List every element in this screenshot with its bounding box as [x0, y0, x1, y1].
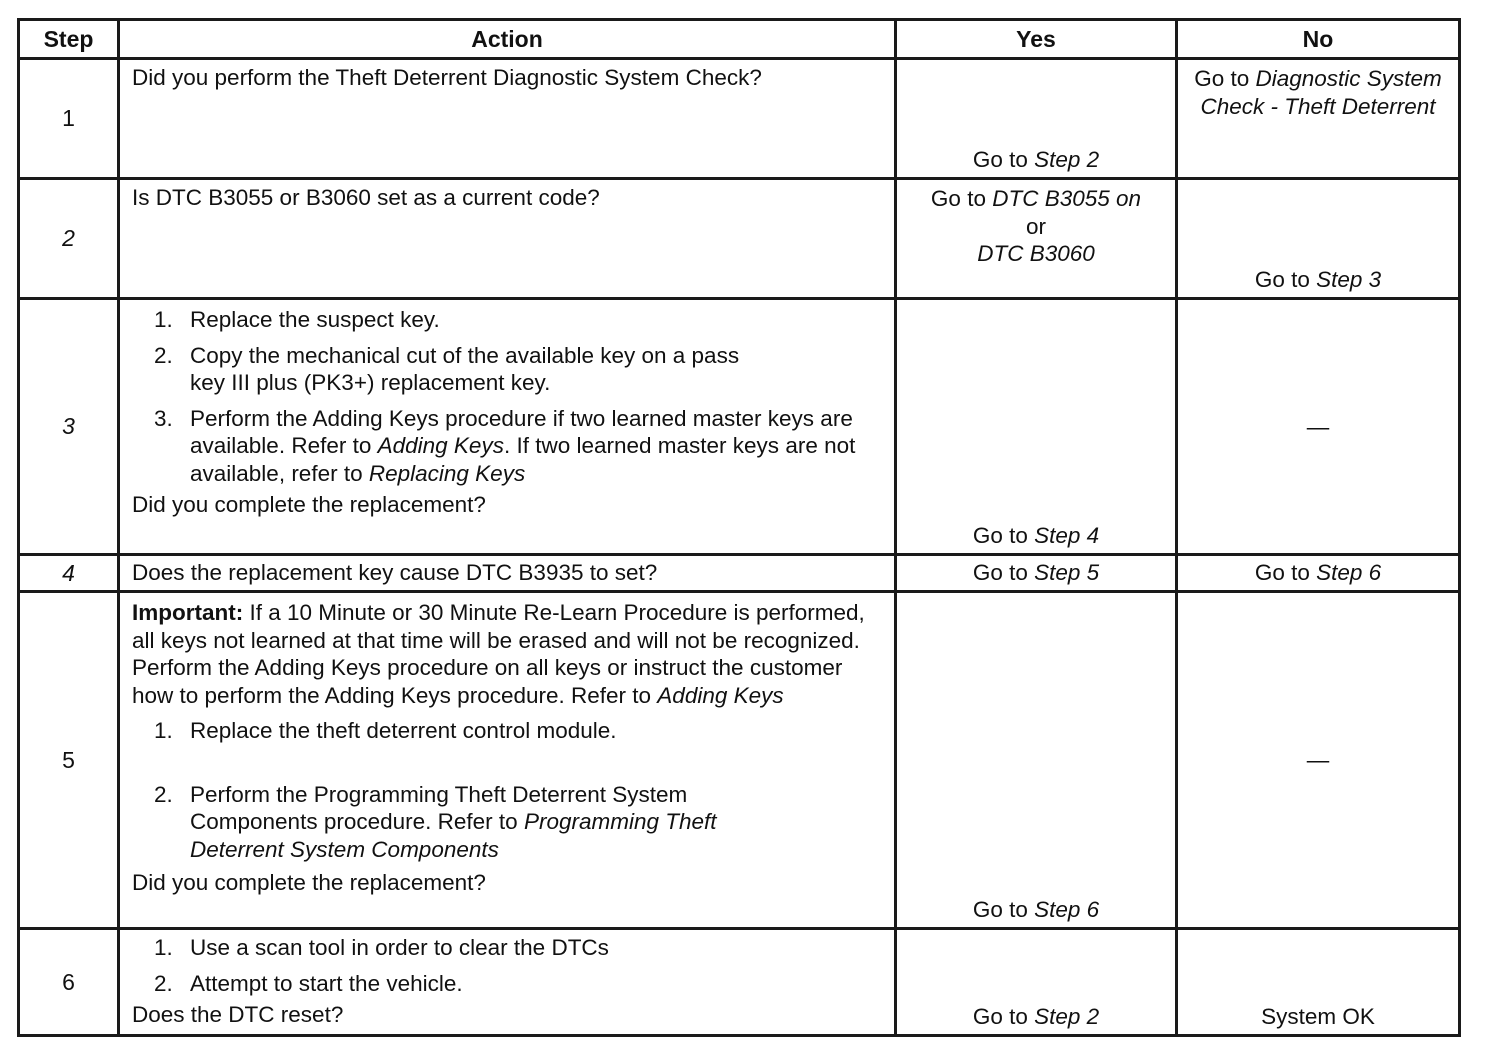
- yes-prefix: Go to: [972, 560, 1035, 586]
- yes-prefix: Go to: [972, 896, 1035, 922]
- no-result: System OK: [1261, 1003, 1375, 1029]
- yes-or: or: [1025, 213, 1046, 239]
- important-label: Important:: [132, 600, 244, 625]
- table-row: [19, 179, 1460, 299]
- step-number: 2: [19, 179, 119, 299]
- yes-link[interactable]: DTC B3055 on: [992, 186, 1142, 211]
- table-row: [19, 59, 1460, 179]
- important-text: If a 10 Minute or 30 Minute Re-Learn Procedure is performed, all keys not learned at that time will be erased and will not be recognized. Perform the Adding Keys procedure on all keys or instruct the customer how to perform the Adding Keys procedure. Refer to: [132, 600, 865, 708]
- header-row: [19, 20, 1460, 59]
- no-cell: [1177, 179, 1460, 299]
- yes-link[interactable]: Step 4: [1034, 522, 1100, 548]
- question-text: Is DTC B3055 or B3060 set as a current code?: [132, 185, 600, 210]
- yes-prefix: Go to: [972, 522, 1035, 548]
- action-cell: [119, 59, 896, 179]
- yes-cell: [896, 59, 1177, 179]
- question-text: Did you perform the Theft Deterrent Diagnostic System Check?: [132, 65, 762, 90]
- no-prefix: Go to: [1254, 560, 1317, 586]
- diagnostic-table: [17, 18, 1461, 1037]
- question-text: Did you complete the replacement?: [132, 870, 486, 895]
- list-item: 1. Replace the suspect key.: [154, 307, 440, 332]
- yes-link[interactable]: Step 2: [1034, 146, 1100, 172]
- no-cell: [1177, 555, 1460, 592]
- step-number: 5: [19, 592, 119, 929]
- no-prefix: Go to: [1194, 66, 1256, 91]
- action-cell: [119, 299, 896, 555]
- yes-prefix: Go to: [972, 146, 1035, 172]
- action-cell: [119, 929, 896, 1036]
- list-item: 3. Perform the Adding Keys procedure if two learned master keys are available. Refer to Adding Keys. If two learned master keys are not available, refer to Replacing Keys: [154, 405, 856, 486]
- question-text: Does the replacement key cause DTC B3935 to set?: [132, 560, 658, 586]
- no-dash: —: [1306, 413, 1330, 439]
- header-no: No: [1177, 20, 1460, 59]
- no-cell: [1177, 299, 1460, 555]
- adding-keys-link[interactable]: Adding Keys: [657, 682, 784, 708]
- important-note: [132, 599, 884, 709]
- no-link[interactable]: Diagnostic System Check - Theft Deterrent: [1200, 66, 1442, 119]
- step-number: 1: [19, 59, 119, 179]
- no-dash: —: [1306, 747, 1330, 773]
- programming-link[interactable]: Programming Theft Deterrent System Components: [190, 809, 717, 862]
- table-row: [19, 929, 1460, 1036]
- action-cell: [119, 592, 896, 929]
- no-cell: [1177, 592, 1460, 929]
- yes-link[interactable]: Step 5: [1034, 560, 1100, 586]
- list-item: 2. Perform the Programming Theft Deterrent System Components procedure. Refer to Programming Theft Deterrent System Components: [154, 781, 717, 862]
- no-cell: [1177, 59, 1460, 179]
- table-row: [19, 299, 1460, 555]
- question-text: Did you complete the replacement?: [132, 492, 486, 517]
- adding-keys-link[interactable]: Adding Keys: [377, 433, 504, 458]
- yes-cell: [896, 929, 1177, 1036]
- yes-prefix: Go to: [972, 1003, 1035, 1029]
- list-item: 1. Replace the theft deterrent control module.: [154, 718, 617, 743]
- no-cell: [1177, 929, 1460, 1036]
- header-yes: Yes: [896, 20, 1177, 59]
- procedure-list: [132, 934, 884, 997]
- step-number: 3: [19, 299, 119, 555]
- yes-cell: [896, 555, 1177, 592]
- action-cell: [119, 179, 896, 299]
- table-row: [19, 555, 1460, 592]
- procedure-list: [132, 306, 884, 487]
- header-action: Action: [119, 20, 896, 59]
- step-number: 4: [19, 555, 119, 592]
- no-link[interactable]: Step 6: [1316, 560, 1382, 586]
- yes-cell: [896, 179, 1177, 299]
- procedure-list: [132, 717, 884, 863]
- yes-cell: [896, 299, 1177, 555]
- replacing-keys-link[interactable]: Replacing Keys: [368, 460, 526, 486]
- list-item: 1. Use a scan tool in order to clear the DTCs: [154, 935, 609, 960]
- question-text: Does the DTC reset?: [132, 1002, 344, 1027]
- action-cell: [119, 555, 896, 592]
- yes-prefix: Go to: [930, 186, 993, 211]
- yes-cell: [896, 592, 1177, 929]
- header-step: Step: [19, 20, 119, 59]
- yes-link[interactable]: Step 2: [1034, 1003, 1100, 1029]
- table-row: [19, 592, 1460, 929]
- yes-link[interactable]: DTC B3060: [977, 241, 1095, 266]
- no-prefix: Go to: [1254, 266, 1317, 292]
- list-item: 2. Copy the mechanical cut of the available key on a pass key III plus (PK3+) replacement key.: [154, 342, 740, 395]
- yes-link[interactable]: Step 6: [1034, 896, 1100, 922]
- list-item: 2. Attempt to start the vehicle.: [154, 970, 463, 996]
- step-number: 6: [19, 929, 119, 1036]
- no-link[interactable]: Step 3: [1316, 266, 1382, 292]
